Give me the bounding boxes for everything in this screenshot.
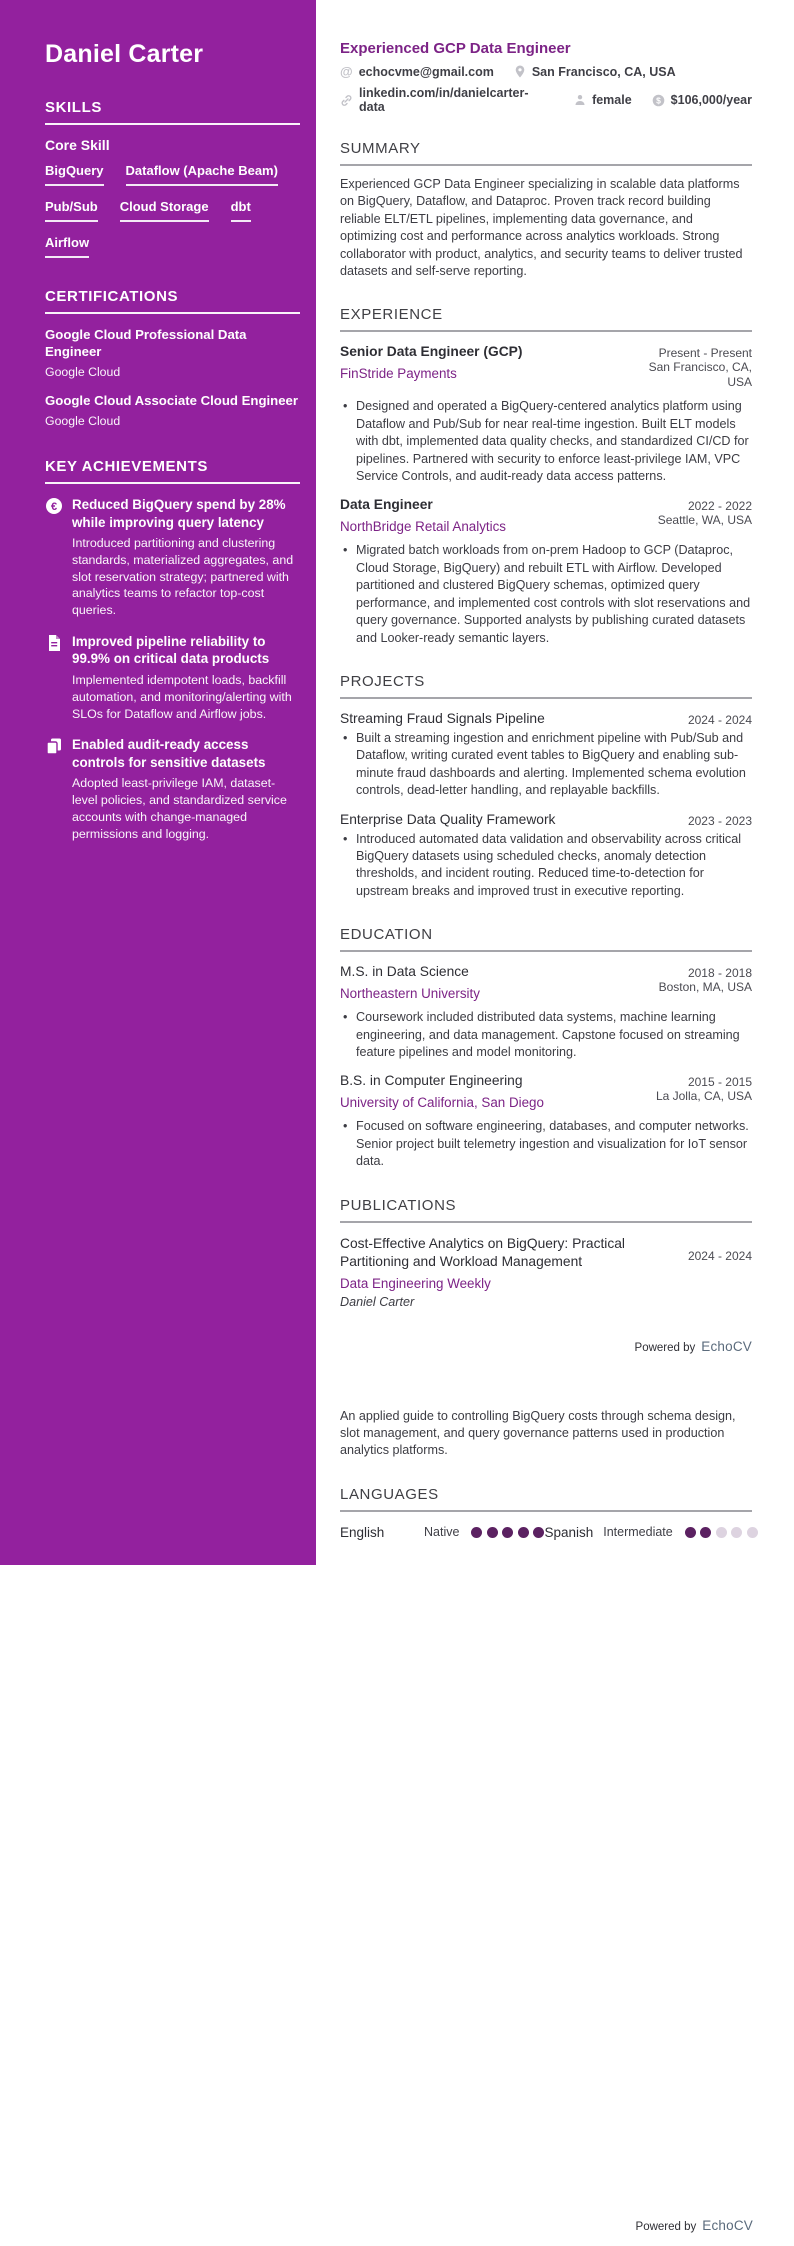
project-bullet: • Introduced automated data validation and observability across critical BigQuery datasets using scheduled checks, anomaly detection thresholds, and incident routing. Reduced time-to-detection for upstream breaks and improved trust in executive reporting. — [340, 831, 752, 901]
publication-title: Cost-Effective Analytics on BigQuery: Practical Partitioning and Workload Management — [340, 1235, 625, 1270]
project-entry — [340, 812, 752, 901]
language-level-dot — [731, 1527, 742, 1538]
job-bullet: • Migrated batch workloads from on-prem Hadoop to GCP (Dataproc, Cloud Storage, BigQuery) and rebuilt ETL with Airflow. Developed partitioned and clustered BigQuery schemas, optimized query performance, and implemented cost controls with slot reservations and query governance. Supported analysts by publishing curated datasets and Looker-ready semantic layers. — [340, 542, 752, 646]
achievements-heading: KEY ACHIEVEMENTS — [45, 458, 300, 484]
copy-icon — [45, 736, 63, 842]
language-name: Spanish — [544, 1524, 594, 1540]
certification-item — [45, 392, 300, 428]
achievement-item — [45, 736, 300, 842]
school-name: Northeastern University — [340, 986, 480, 1002]
skill-chip: Pub/Sub — [45, 199, 98, 222]
language-level-dot — [518, 1527, 529, 1538]
publication-description: An applied guide to controlling BigQuery costs through schema design, slot management, and query governance patterns used in production analytics platforms. — [340, 1408, 736, 1458]
salary-text: $106,000/year — [670, 93, 753, 107]
skills-heading: SKILLS — [45, 99, 300, 125]
certification-item — [45, 326, 300, 379]
summary-heading: SUMMARY — [340, 140, 752, 166]
summary-text: Experienced GCP Data Engineer specializing in scalable data platforms on BigQuery, Dataflow, and Dataproc. Proven track record building reliable ELT/ETL pipelines, implementing data governance, and optimizing cost and performance across analytics workloads. Strong collaborator with product, analytics, and security teams to deliver trusted datasets and self-serve reporting. — [340, 177, 743, 279]
achievement-description: Introduced partitioning and clustering standards, materialized aggregates, and slot reservation strategy; partnered with analytics teams to refactor top-cost queries. — [72, 536, 294, 618]
company-name: NorthBridge Retail Analytics — [340, 519, 506, 535]
achievement-title: Enabled audit-ready access controls for sensitive datasets — [72, 737, 266, 770]
achievement-description: Adopted least-privilege IAM, dataset-level policies, and standardized service accounts with change-managed permissions and logging. — [72, 776, 287, 841]
sidebar — [0, 0, 316, 1565]
job-location: Seattle, WA, USA — [657, 513, 752, 528]
education-heading: EDUCATION — [340, 926, 752, 952]
footer-powered-by — [636, 2218, 753, 2233]
language-level: Native — [424, 1525, 460, 1540]
company-name: FinStride Payments — [340, 366, 457, 382]
email-link[interactable]: echocvme@gmail.com — [358, 64, 494, 79]
person-title: Experienced GCP Data Engineer — [340, 40, 571, 57]
language-entry — [544, 1525, 757, 1540]
publication-author: Daniel Carter — [340, 1294, 415, 1309]
education-dates: 2015 - 2015 — [687, 1075, 752, 1090]
certification-name: Google Cloud Professional Data Engineer — [45, 327, 247, 359]
person-icon — [574, 94, 586, 106]
project-bullet: • Built a streaming ingestion and enrichment pipeline with Pub/Sub and Dataflow, writing curated event tables to BigQuery and enabling sub-minute fraud dashboards and alerting. Implemented schema evolution controls, dead-letter handling, and replayable backfills. — [340, 730, 752, 800]
language-level-dot — [685, 1527, 696, 1538]
skill-chip: BigQuery — [45, 163, 104, 186]
project-entry — [340, 711, 752, 800]
job-dates: Present - Present — [658, 346, 752, 361]
link-icon — [340, 94, 353, 107]
main-content — [316, 0, 794, 1540]
powered-by-label: Powered by — [635, 2221, 697, 2233]
svg-text:$: $ — [655, 95, 661, 106]
achievement-description: Implemented idempotent loads, backfill automation, and monitoring/alerting with SLOs for Dataflow and Airflow jobs. — [72, 672, 292, 721]
degree-name: B.S. in Computer Engineering — [340, 1073, 523, 1089]
at-icon: @ — [340, 64, 353, 79]
job-location: San Francisco, CA, USA — [648, 360, 752, 390]
project-dates: 2023 - 2023 — [687, 813, 752, 828]
language-level-dot — [700, 1527, 711, 1538]
education-bullet: • Coursework included distributed data systems, machine learning engineering, and data management. Capstone focused on streaming feature pipelines and model monitoring. — [340, 1009, 752, 1061]
education-location: La Jolla, CA, USA — [655, 1089, 752, 1104]
language-level-dot — [747, 1527, 758, 1538]
job-title: Senior Data Engineer (GCP) — [340, 344, 523, 360]
linkedin-link[interactable]: linkedin.com/in/danielcarter-data — [359, 86, 529, 114]
achievement-item — [45, 633, 300, 722]
experience-heading: EXPERIENCE — [340, 306, 752, 332]
languages-heading: LANGUAGES — [340, 1486, 752, 1512]
education-entry — [340, 1073, 752, 1170]
education-location: Boston, MA, USA — [658, 980, 752, 995]
achievements-section — [45, 458, 300, 843]
education-entry — [340, 964, 752, 1061]
language-level-dot — [716, 1527, 727, 1538]
certification-issuer: Google Cloud — [45, 414, 121, 428]
skill-chip: Cloud Storage — [120, 199, 209, 222]
echocv-brand[interactable]: EchoCV — [702, 2218, 753, 2233]
school-name: University of California, San Diego — [340, 1095, 544, 1111]
job-dates: 2022 - 2022 — [687, 499, 752, 514]
project-dates: 2024 - 2024 — [687, 712, 752, 727]
powered-by-inline — [340, 1339, 752, 1354]
experience-section — [340, 306, 752, 646]
contact-row-1 — [340, 64, 752, 79]
skill-chip: Airflow — [45, 235, 89, 258]
publications-section — [340, 1197, 752, 1460]
language-level-dot — [487, 1527, 498, 1538]
language-level-dots — [685, 1527, 758, 1538]
language-level: Intermediate — [603, 1525, 673, 1540]
language-level-dot — [533, 1527, 544, 1538]
skill-chips — [45, 163, 300, 258]
skill-chip: dbt — [231, 199, 251, 222]
projects-section — [340, 673, 752, 900]
experience-entry — [340, 344, 752, 485]
gender-text: female — [592, 93, 632, 107]
education-section — [340, 926, 752, 1170]
svg-text:€: € — [50, 501, 58, 513]
skill-group-label: Core Skill — [45, 137, 110, 153]
publication-dates: 2024 - 2024 — [687, 1248, 752, 1263]
skill-chip: Dataflow (Apache Beam) — [126, 163, 278, 186]
certification-name: Google Cloud Associate Cloud Engineer — [45, 393, 299, 408]
language-level-dot — [471, 1527, 482, 1538]
echocv-brand[interactable]: EchoCV — [701, 1338, 752, 1354]
summary-section — [340, 140, 752, 280]
powered-by-label: Powered by — [634, 1341, 696, 1354]
experience-entry — [340, 497, 752, 646]
location-pin-icon — [514, 65, 526, 78]
language-level-dot — [502, 1527, 513, 1538]
job-bullet: • Designed and operated a BigQuery-centered analytics platform using Dataflow and Pub/Sub for near real-time ingestion. Built ELT models with dbt, implemented data quality checks, and standardized CI/CD for pipelines. Partnered with security to enforce least-privilege IAM, VPC Service Controls, and audit-ready data access patterns. — [340, 398, 752, 485]
project-name: Streaming Fraud Signals Pipeline — [340, 710, 545, 726]
projects-heading: PROJECTS — [340, 673, 752, 699]
project-name: Enterprise Data Quality Framework — [340, 811, 556, 827]
achievement-title: Reduced BigQuery spend by 28% while improving query latency — [72, 497, 286, 530]
language-entry — [340, 1525, 544, 1540]
contact-row-2 — [340, 86, 752, 114]
languages-section — [340, 1486, 752, 1540]
achievement-item — [45, 496, 300, 619]
skills-section — [45, 99, 300, 258]
publication-publisher: Data Engineering Weekly — [340, 1275, 491, 1291]
publications-heading: PUBLICATIONS — [340, 1197, 752, 1223]
file-text-icon — [45, 633, 63, 722]
education-bullet: • Focused on software engineering, databases, and computer networks. Senior project built telemetry ingestion and visualization for IoT sensor data. — [340, 1118, 752, 1170]
certifications-section — [45, 288, 300, 428]
location-text: San Francisco, CA, USA — [531, 64, 676, 79]
job-title: Data Engineer — [340, 497, 433, 513]
language-level-dots — [471, 1527, 544, 1538]
publication-entry — [340, 1235, 752, 1272]
achievement-title: Improved pipeline reliability to 99.9% on critical data products — [72, 633, 270, 667]
coin-icon — [45, 496, 63, 619]
dollar-icon — [652, 94, 665, 107]
certifications-heading: CERTIFICATIONS — [45, 288, 300, 314]
degree-name: M.S. in Data Science — [340, 964, 469, 980]
language-name: English — [340, 1524, 385, 1540]
education-dates: 2018 - 2018 — [687, 966, 752, 981]
candidate-name: Daniel Carter — [45, 40, 204, 68]
languages-row — [340, 1525, 752, 1540]
certification-issuer: Google Cloud — [45, 365, 121, 379]
